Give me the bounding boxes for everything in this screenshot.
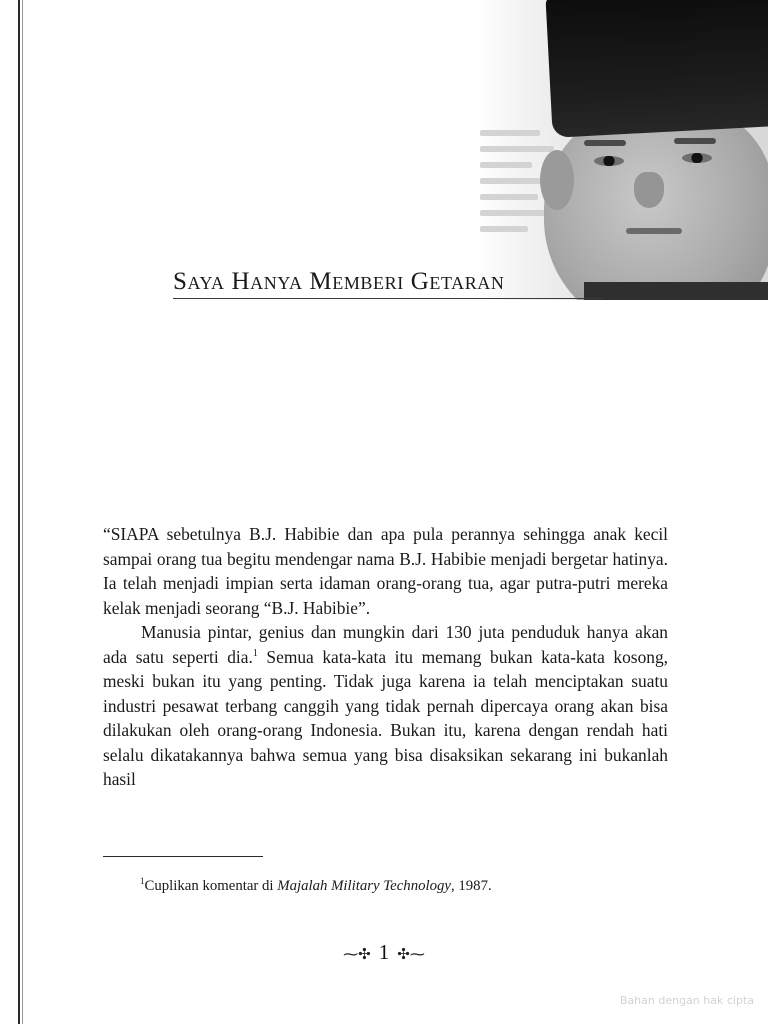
copyright-watermark: Bahan dengan hak cipta <box>619 994 754 1007</box>
chapter-title-text: Saya Hanya Memberi Getaran <box>173 268 505 295</box>
footnote-marker: 1 <box>140 876 145 886</box>
paragraph-1: “SIAPA sebetulnya B.J. Habibie dan apa pula perannya sehingga anak kecil sampai orang tua begitu mendengar nama B.J. Habibie menjadi bergetar hatinya. Ia telah menjadi impian serta idaman orang-orang tua, agar putra-putri mereka kelak menjadi seorang “B.J. Habibie”. <box>103 524 668 618</box>
body-text <box>103 522 668 792</box>
page-number: 1 <box>378 940 390 964</box>
footnote <box>140 876 492 895</box>
author-portrait <box>474 0 768 300</box>
fleuron-right-icon: ✣⁓ <box>397 947 425 963</box>
fleuron-left-icon: ⁓✣ <box>343 947 371 963</box>
chapter-title-underline <box>173 298 605 299</box>
footnote-prefix: Cuplikan komentar di <box>144 877 278 894</box>
page-edge-rule-faint <box>22 0 23 1024</box>
portrait-peci-cap <box>545 0 768 138</box>
paragraph-2-start: Manusia pintar, genius dan mungkin dari 130 juta penduduk hanya akan ada satu seperti dia. <box>103 622 668 667</box>
footnote-reference[interactable]: 1 <box>252 647 258 659</box>
portrait-mouth <box>626 228 682 234</box>
footnote-source: Majalah Military Technology <box>277 877 451 894</box>
portrait-suit <box>584 282 768 300</box>
portrait-eye-left <box>594 156 624 166</box>
footnote-suffix: , 1987. <box>450 877 492 894</box>
page-number-block <box>0 940 768 965</box>
chapter-title <box>173 268 605 299</box>
paragraph-2 <box>103 620 668 792</box>
portrait-nose <box>634 172 664 208</box>
footnote-separator <box>103 856 263 857</box>
portrait-ear <box>540 150 574 210</box>
portrait-brow-left <box>584 140 626 146</box>
portrait-eye-right <box>682 153 712 163</box>
paragraph-2-rest: Semua kata-kata itu memang bukan kata-kata kosong, meski bukan itu yang penting. Tidak juga karena ia telah menciptakan suatu industri pesawat terbang canggih yang tidak pernah dipercaya orang akan bisa dilakukan oleh orang-orang Indonesia. Bukan itu, karena dengan rendah hati selalu dikatakannya bahwa semua yang bisa disaksikan sekarang ini bukanlah hasil <box>103 646 669 789</box>
page-edge-rule <box>18 0 20 1024</box>
portrait-brow-right <box>674 138 716 144</box>
